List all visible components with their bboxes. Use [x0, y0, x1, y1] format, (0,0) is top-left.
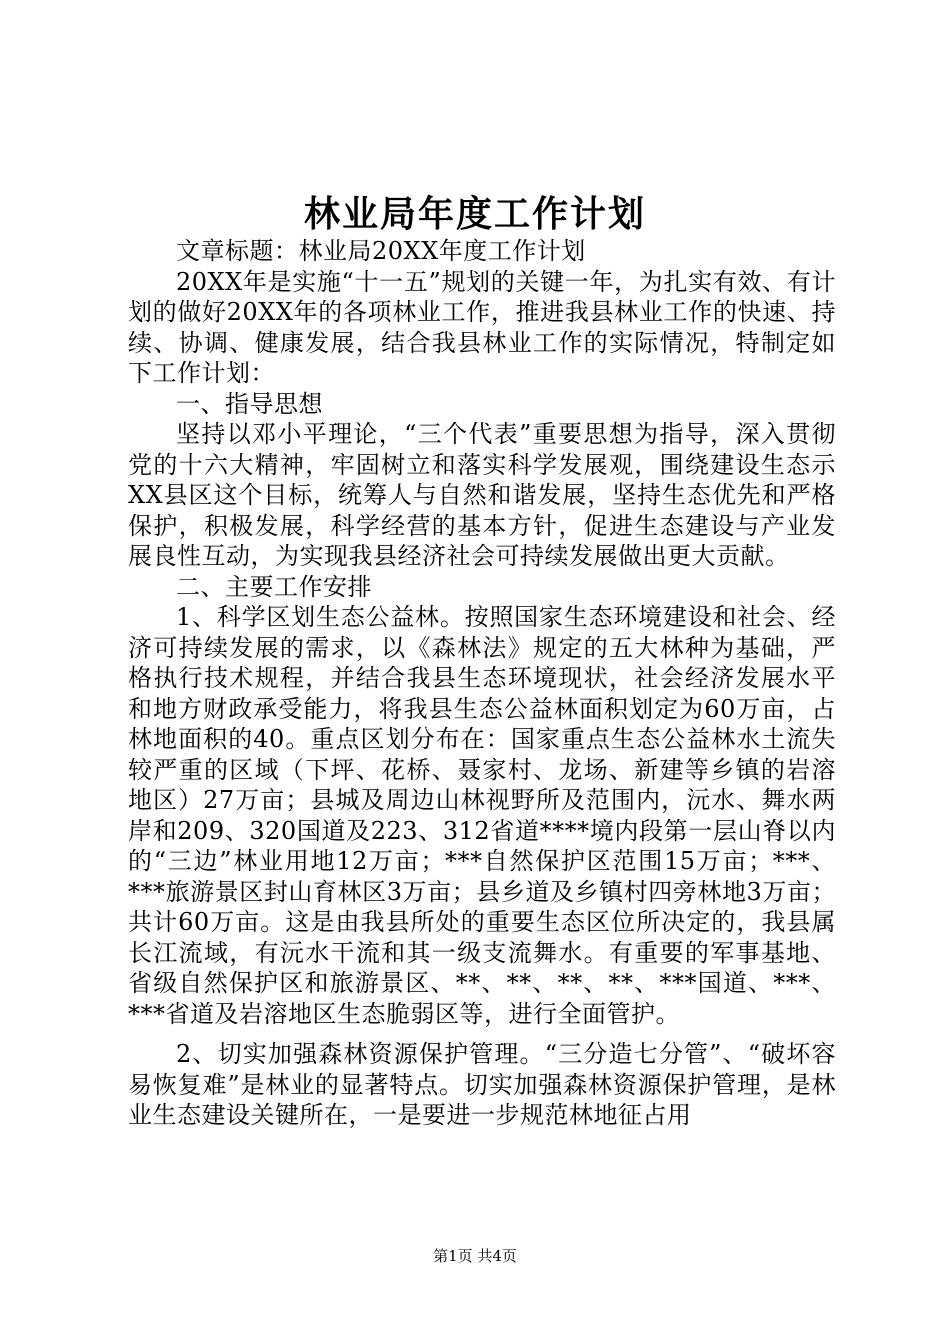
work-item-2-paragraph: 2、切实加强森林资源保护管理。“三分造七分管”、“破坏容易恢复难”是林业的显著特点。切实加强森林资源保护管理，是林业生态建设关键所在，一是要进一步规范林地征占用 [128, 1040, 836, 1129]
document-title: 林业局年度工作计划 [303, 193, 646, 235]
article-title-line: 文章标题：林业局20XX年度工作计划 [176, 237, 586, 265]
section-heading-main-work: 二、主要工作安排 [176, 572, 372, 601]
page-number-footer: 第1页 共4页 [433, 1247, 517, 1265]
intro-paragraph: 20XX年是实施“十一五”规划的关键一年，为扎实有效、有计划的做好20XX年的各项林业工作，推进我县林业工作的快速、持续、协调、健康发展，结合我县林业工作的实际情况，特制定如下工作计划： [128, 267, 836, 387]
document-body [128, 236, 836, 1131]
guiding-thought-paragraph: 坚持以邓小平理论，“三个代表”重要思想为指导，深入贯彻党的十六大精神，牢固树立和落实科学发展观，围绕建设生态示XX县区这个目标，统筹人与自然和谐发展，坚持生态优先和严格保护，积极发展，科学经营的基本方针，促进生态建设与产业发展良性互动，为实现我县经济社会可持续发展做出更大贡献。 [128, 420, 836, 570]
work-item-1-paragraph: 1、科学区划生态公益林。按照国家生态环境建设和社会、经济可持续发展的需求，以《森林法》规定的五大林种为基础，严格执行技术规程，并结合我县生态环境现状，社会经济发展水平和地方财政承受能力，将我县生态公益林面积划定为60万亩，占林地面积的40。重点区划分布在：国家重点生态公益林水土流失较严重的区域（下坪、花桥、聂家村、龙场、新建等乡镇的岩溶地区）27万亩；县城及周边山林视野所及范围内，沅水、舞水两岸和209、320国道及223、312省道****境内段第一层山脊以内的“三边”林业用地12万亩；***自然保护区范围15万亩；***、***旅游景区封山育林区3万亩；县乡道及乡镇村四旁林地3万亩；共计60万亩。这是由我县所处的重要生态区位所决定的，我县属长江流域，有沅水干流和其一级支流舞水。有重要的军事基地、省级自然保护区和旅游景区、**、**、**、**、***国道、***、***省道及岩溶地区生态脆弱区等，进行全面管护。 [128, 603, 836, 1028]
section-heading-guiding-thought: 一、指导思想 [176, 389, 323, 418]
